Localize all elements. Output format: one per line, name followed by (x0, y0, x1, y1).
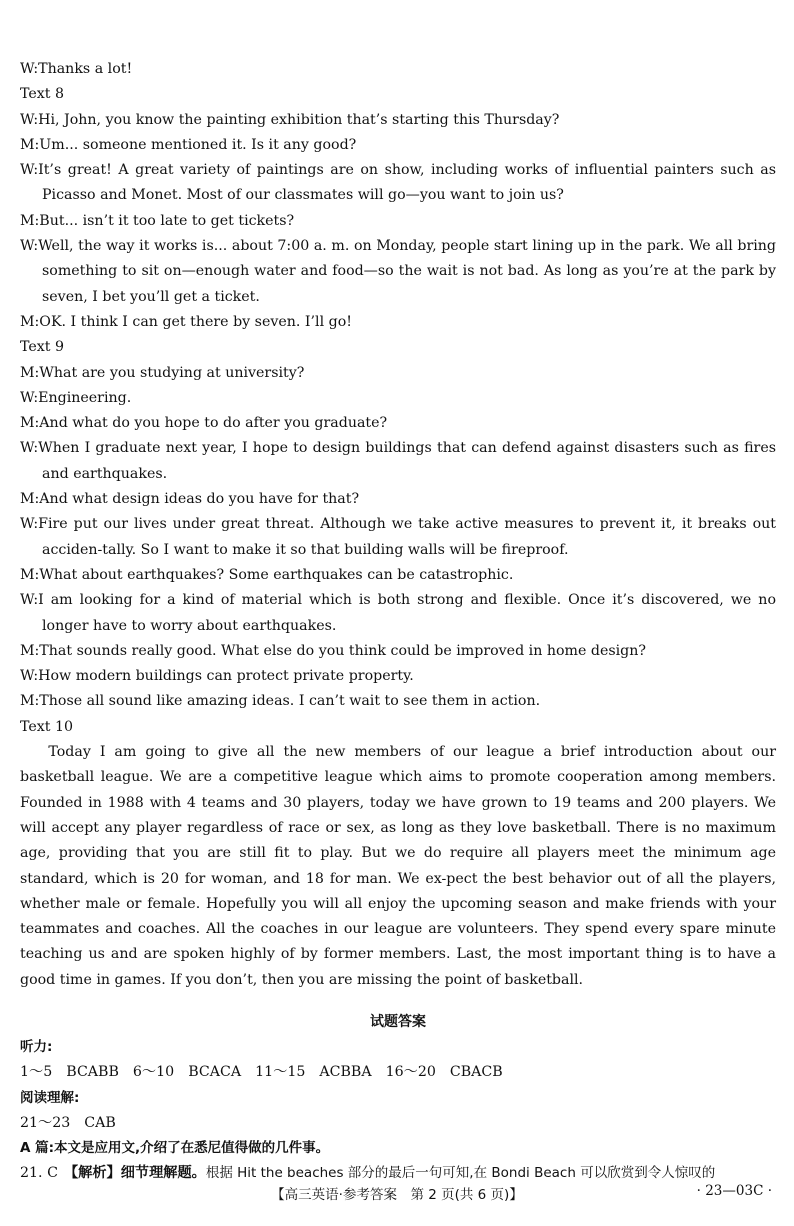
dialogue-line: M:And what do you hope to do after you graduate? (20, 415, 388, 432)
answer-keys: CAB (84, 1114, 116, 1131)
section-title-text8: Text 8 (20, 86, 64, 103)
reading-label: 阅读理解: (20, 1089, 80, 1106)
reading-answers (20, 1111, 776, 1136)
dialogue-line: M:OK. I think I can get there by seven. I’ll go! (20, 313, 352, 330)
page-content (20, 57, 776, 1187)
dialogue-line: W:Engineering. (20, 389, 132, 406)
answer-keys: BCACA (188, 1064, 242, 1081)
section-title-text10: Text 10 (20, 718, 74, 735)
listening-answers (20, 1060, 776, 1085)
answer-range: 6～10 (132, 1064, 175, 1081)
answer-range: 21～23 (20, 1114, 71, 1131)
answer-keys: ACBBA (319, 1064, 372, 1081)
answer-range: 16～20 (385, 1064, 436, 1081)
dialogue-line: W:It’s great! A great variety of paintings are on show, including works of influential painters such as Picasso and Monet. Most of our classmates will go—you want to join us? (20, 162, 776, 204)
analysis-text: 根据 Hit the beaches 部分的最后一句可知,在 Bondi Beach 可以欣赏到令人惊叹的 (205, 1165, 716, 1182)
dialogue-line: W:Well, the way it works is... about 7:00 a. m. on Monday, people start lining up in the park. We all bring something to sit on—enough water and food—so the wait is not bad. As long as you’re at the park by seven, I bet you’ll get a ticket. (20, 238, 776, 305)
answer-range: 11～15 (255, 1064, 306, 1081)
dialogue-line: W:When I graduate next year, I hope to design buildings that can defend against disasters such as fires and earthquakes. (20, 440, 776, 482)
dialogue-line: M:Um... someone mentioned it. Is it any good? (20, 136, 357, 153)
dialogue-line: W:Hi, John, you know the painting exhibition that’s starting this Thursday? (20, 111, 560, 128)
dialogue-line: W:I am looking for a kind of material which is both strong and flexible. Once it’s discovered, we no longer have to worry about earthquakes. (20, 592, 776, 634)
answer-range: 1～5 (20, 1064, 53, 1081)
footer-code: · 23—03C · (696, 1183, 772, 1199)
text8-dialogue (20, 108, 776, 336)
question-number: 21. C (20, 1165, 58, 1182)
dialogue-line: M:And what design ideas do you have for that? (20, 491, 360, 508)
analysis-tag: 【解析】细节理解题。 (63, 1165, 206, 1182)
dialogue-line: W:How modern buildings can protect private property. (20, 668, 414, 685)
dialogue-line: M:That sounds really good. What else do you think could be improved in home design? (20, 642, 647, 659)
text10-paragraph: Today I am going to give all the new members of our league a brief introduction about our basketball league. We are a competitive league which aims to promote cooperation among members. Founded in 1988 with 4 teams and 30 players, today we have grown to 19 teams and 200 players. We will accept any player regardless of race or sex, as long as they love basketball. There is no maximum age, providing that you are still fit to play. But we do require all players meet the minimum age standard, which is 20 for woman, and 18 for man. We ex-pect the best behavior out of all the players, whether male or female. Hopefully you will all enjoy the upcoming season and make friends with your teammates and coaches. All the coaches in our league are volunteers. They spend every spare minute teaching us and are spoken highly of by former members. Last, the most important thing is to have a good time in games. If you don’t, then you are missing the point of basketball. (20, 744, 776, 988)
section-title-text9: Text 9 (20, 339, 64, 356)
dialogue-line: M:What are you studying at university? (20, 364, 305, 381)
dialogue-line: M:What about earthquakes? Some earthquakes can be catastrophic. (20, 566, 514, 583)
dialogue-line: M:But... isn’t it too late to get tickets? (20, 212, 295, 229)
answer-keys: CBACB (449, 1064, 503, 1081)
section-a-summary: A 篇:本文是应用文,介绍了在悉尼值得做的几件事。 (20, 1140, 330, 1157)
dialogue-line: W:Fire put our lives under great threat. Although we take active measures to prevent it, it breaks out acciden-tally. So I want to make it so that building walls will be fireproof. (20, 516, 776, 558)
dialogue-line: M:Those all sound like amazing ideas. I can’t wait to see them in action. (20, 693, 541, 710)
answers-heading: 试题答案 (370, 1013, 426, 1030)
dialogue-line: W:Thanks a lot! (20, 61, 133, 77)
footer-title: 【高三英语·参考答案 第 2 页(共 6 页)】 (271, 1187, 523, 1203)
text9-dialogue (20, 361, 776, 715)
answer-keys: BCABB (66, 1064, 119, 1081)
listening-label: 听力: (20, 1038, 53, 1055)
